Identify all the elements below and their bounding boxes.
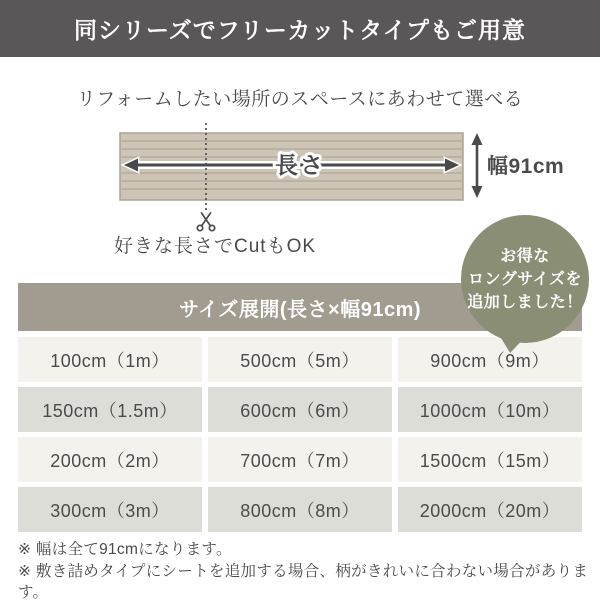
badge-line: お得な [500,247,550,265]
banner-title: 同シリーズでフリーカットタイプもご用意 [73,17,527,43]
size-cell: 300cm（3m） [18,487,202,532]
cut-caption: 好きな長さでCutもOK [114,236,317,257]
length-label: 長さ [275,152,325,178]
footnote: ※ 敷き詰めタイプにシートを追加する場合、柄がきれいに合わない場合があります。 [18,563,589,601]
footnotes [18,539,600,604]
scissors-icon [197,213,214,231]
size-table-title: サイズ展開(長さ×幅91cm) [18,283,582,331]
size-cell: 500cm（5m） [208,337,392,382]
size-cell: 900cm（9m） [398,337,582,382]
promo-badge [461,215,589,343]
subtitle: リフォームしたい場所のスペースにあわせて選べる [76,89,524,110]
size-cell: 2000cm（20m） [398,487,582,532]
size-table-grid [18,337,582,532]
badge-line: ロングサイズを [468,270,582,288]
size-cell: 150cm（1.5m） [18,387,202,432]
size-cell: 100cm（1m） [18,337,202,382]
size-cell: 200cm（2m） [18,437,202,482]
size-cell: 800cm（8m） [208,487,392,532]
footnote: ※ 幅は全て91cmになります。 [18,541,232,558]
width-arrow [472,133,483,198]
banner [0,0,600,57]
size-cell: 1000cm（10m） [398,387,582,432]
width-label: 幅91cm [487,155,565,178]
size-cell: 1500cm（15m） [398,437,582,482]
size-cell: 700cm（7m） [208,437,392,482]
size-cell: 600cm（6m） [208,387,392,432]
badge-line: 追加しました！ [467,293,583,311]
